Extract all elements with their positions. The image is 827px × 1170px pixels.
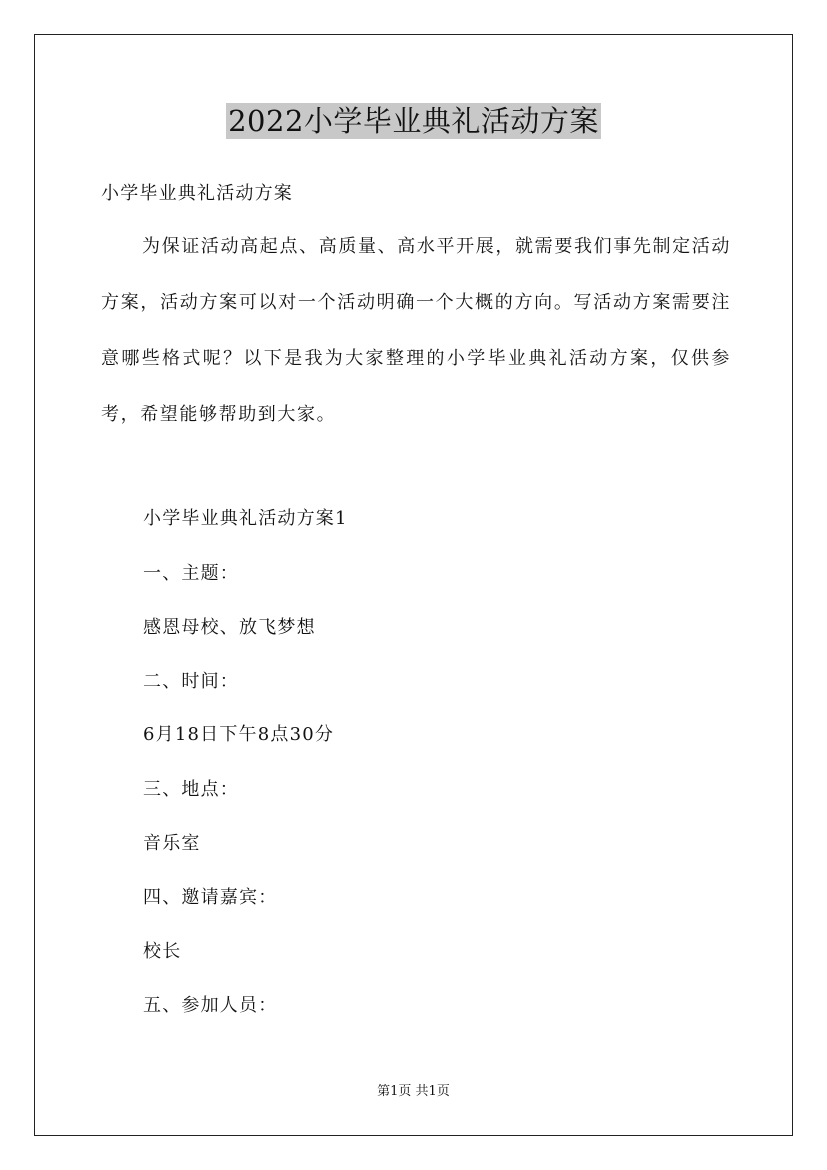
intro-paragraph: 为保证活动高起点、高质量、高水平开展，就需要我们事先制定活动方案，活动方案可以对一个活动明确一个大概的方向。写活动方案需要注意哪些格式呢？以下是我为大家整理的小学毕业典礼活动方案，仅供参考，希望能够帮助到大家。 xyxy=(101,236,731,425)
list-item: 6月18日下午8点30分 xyxy=(143,724,335,745)
document-subtitle: 小学毕业典礼活动方案 xyxy=(101,183,293,204)
list-item: 校长 xyxy=(143,941,182,962)
list-item: 四、邀请嘉宾： xyxy=(143,887,278,908)
document-title xyxy=(0,101,827,141)
list-item: 三、地点： xyxy=(143,779,239,800)
list-item: 音乐室 xyxy=(143,833,201,854)
document-title-text: 2022小学毕业典礼活动方案 xyxy=(228,104,599,138)
list-item: 五、参加人员： xyxy=(143,995,278,1016)
list-item: 二、时间： xyxy=(143,671,239,692)
page-footer: 第1页 共1页 xyxy=(377,1084,450,1099)
list-item: 一、主题： xyxy=(143,563,239,584)
section-title: 小学毕业典礼活动方案1 xyxy=(143,508,348,529)
list-item: 感恩母校、放飞梦想 xyxy=(143,617,316,638)
